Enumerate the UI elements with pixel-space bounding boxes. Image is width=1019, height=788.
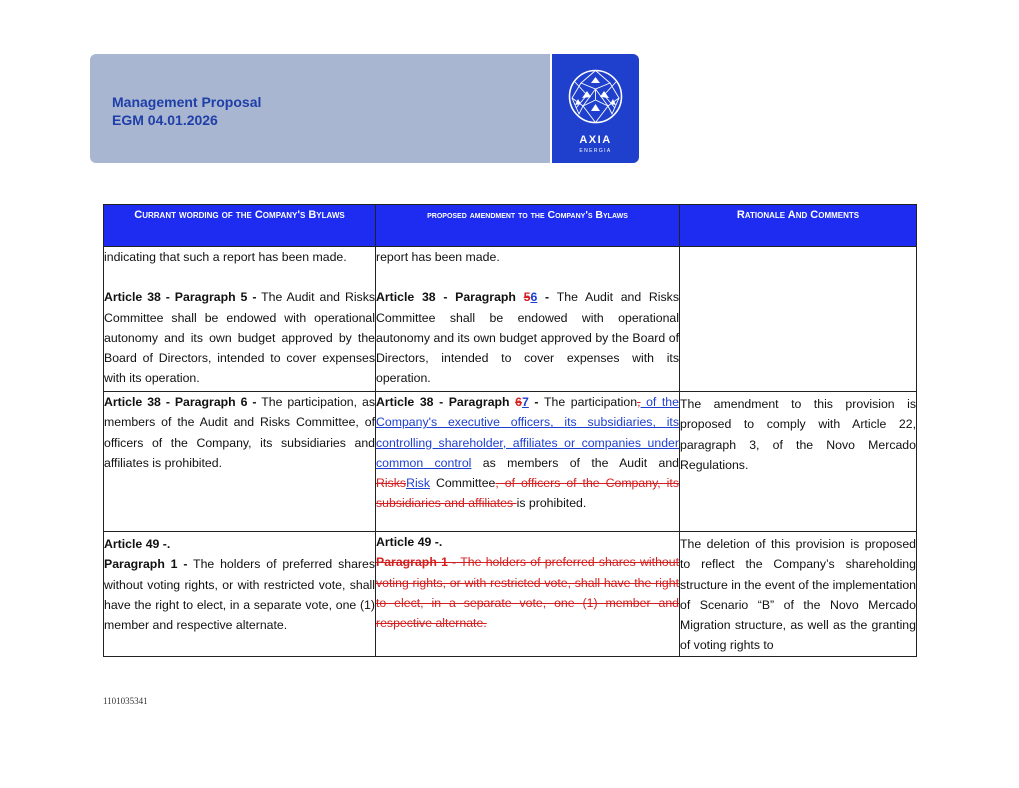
rationale-cell <box>680 392 917 532</box>
article-text: The participation, as members of the Audit and Risks Committee, of officers of the Company, its subsidiaries and affiliates is prohibited. <box>104 395 375 470</box>
deleted-number: 5 <box>523 290 531 305</box>
deleted-text: , <box>637 395 641 409</box>
inserted-number: 6 <box>530 290 538 305</box>
article-heading: Article 38 - Paragraph 6 - <box>104 395 257 409</box>
rationale-cell <box>680 532 917 657</box>
proposed-amendment-cell: Article 38 - Paragraph 67 - The participation, of the Company's executive officers, its subsidiaries, its controlling shareholder, affiliates or companies under common control as members of the Audit and RisksRisk Committee, of officers of the Company, its subsidiaries and affiliates is prohibited. <box>376 392 680 532</box>
title-line-1: Management Proposal <box>112 94 262 110</box>
table-row <box>104 247 917 392</box>
current-wording-cell <box>104 247 376 392</box>
proposed-amendment-cell: report has been made. Article 38 - Paragraph 56 - The Audit and Risks Committee shall be endowed with operational autonomy and its own budget approved by the Board of Directors, intended to cover expenses with its operation. <box>376 247 680 392</box>
current-wording-cell <box>104 392 376 532</box>
article-heading: Article 49 -. <box>376 535 443 549</box>
table-row <box>104 392 917 532</box>
deleted-text: The holders of preferred shares without voting rights, or with restricted vote, shall have the right to elect, in a separate vote, one (1) member and respective alternate. <box>376 555 680 631</box>
document-id: 1101035341 <box>103 696 148 706</box>
continued-text: indicating that such a report has been made. <box>104 250 347 264</box>
rationale-cell <box>680 247 917 392</box>
globe-icon <box>567 68 624 125</box>
column-header-current: Currant wording of the Company's Bylaws <box>104 205 376 247</box>
article-heading: Article 38 - Paragraph 5 - <box>104 290 257 305</box>
deleted-paragraph-heading: Paragraph 1 - <box>376 555 457 570</box>
inserted-text: of the Company's executive officers, its subsidiaries, its controlling shareholder, affiliates or companies under common control <box>376 395 679 470</box>
article-text: The Audit and Risks Committee shall be endowed with operational autonomy and its own budget approved by the Board of Directors, intended to cover expenses with its operation. <box>376 290 679 386</box>
article-heading: Article 49 -. <box>104 537 171 551</box>
header-banner <box>90 54 550 163</box>
inserted-text: Risk <box>406 476 430 491</box>
article-text: The holders of preferred shares without voting rights, or with restricted vote, shall have the right to elect, in a separate vote, one (1) member and respective alternate. <box>104 557 375 633</box>
proposed-amendment-cell <box>376 532 680 657</box>
deleted-text: , of officers of the Company, its subsidiaries and affiliates <box>376 476 679 511</box>
document-title <box>112 93 261 129</box>
table-row <box>104 532 917 657</box>
article-heading: Article 38 - Paragraph <box>376 290 524 305</box>
table-header-row <box>104 205 917 247</box>
rationale-text: The deletion of this provision is proposed to reflect the Company’s shareholding structure in the event of the implementation of Scenario “B” of the Novo Mercado Migration structure, as well as the granting of voting rights to <box>680 537 916 653</box>
article-text: The Audit and Risks Committee shall be endowed with operational autonomy and its own budget approved by the Board of Directors, intended to cover expenses with its operation. <box>104 290 375 386</box>
deleted-number: 6 <box>515 395 522 409</box>
title-line-2: EGM 04.01.2026 <box>112 112 218 128</box>
article-heading: Article 38 - Paragraph <box>376 395 516 409</box>
paragraph-heading: Paragraph 1 - <box>104 557 188 572</box>
logo-subtitle: ENERGIA <box>579 148 612 154</box>
continued-text: report has been made. <box>376 250 500 264</box>
column-header-rationale: Rationale And Comments <box>680 205 917 247</box>
deleted-text: Risks <box>376 476 407 491</box>
logo-wordmark: AXIA <box>579 134 612 146</box>
inserted-number: 7 <box>521 395 529 409</box>
rationale-text: The amendment to this provision is proposed to comply with Article 22, paragraph 3, of the Novo Mercado Regulations. <box>680 397 916 472</box>
column-header-proposed: proposed amendment to the Company's Bylaws <box>376 205 680 247</box>
company-logo <box>552 54 639 163</box>
bylaws-comparison-table <box>103 204 917 657</box>
current-wording-cell <box>104 532 376 657</box>
